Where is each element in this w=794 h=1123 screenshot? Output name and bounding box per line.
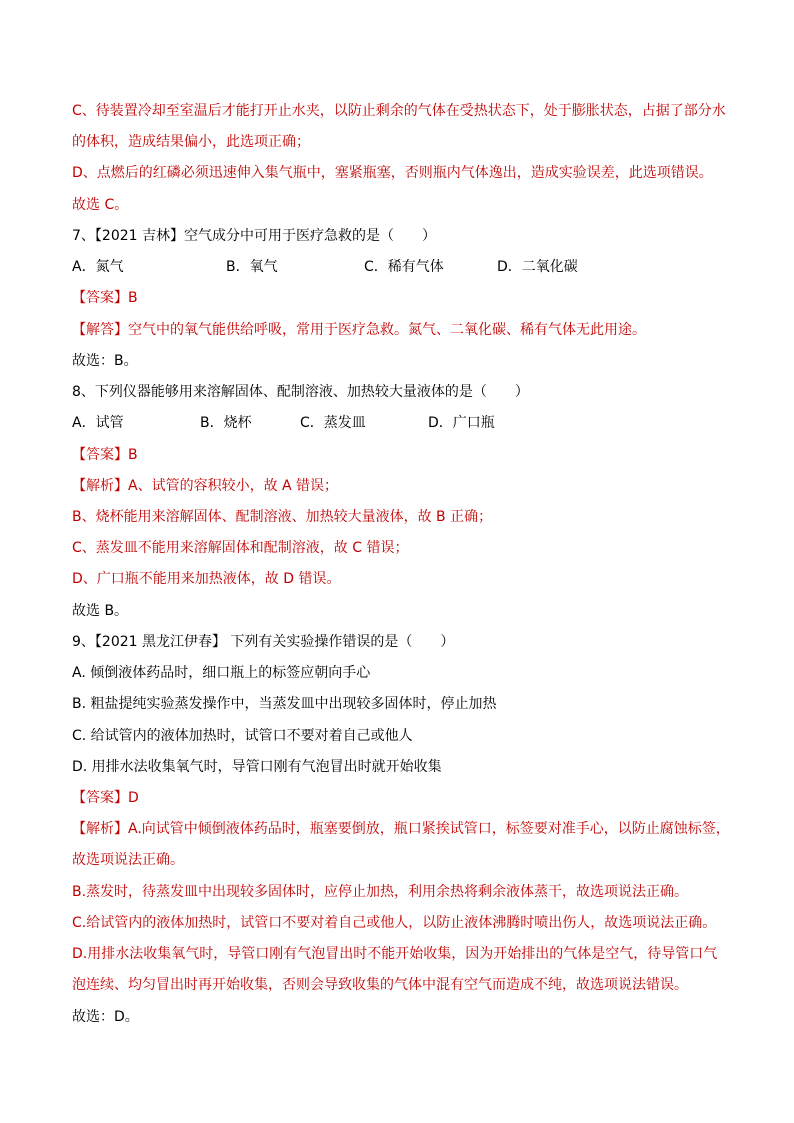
q9-explanation-d2: 泡连续、均匀冒出时再开始收集，否则会导致收集的气体中混有空气而造成不纯，故选项说法错误。 [72, 977, 688, 993]
q6-option-d: D、点燃后的红磷必须迅速伸入集气瓶中，塞紧瓶塞，否则瓶内气体逸出，造成实验误差，此选项错误。 [72, 165, 713, 181]
q9-stem: 9、【2021 黑龙江伊春】 下列有关实验操作错误的是（ ） [72, 634, 455, 650]
q9-option-d: D. 用排水法收集氧气时，导管口刚有气泡冒出时就开始收集 [72, 759, 442, 775]
q7-stem: 7、【2021 吉林】空气成分中可用于医疗急救的是（ ） [72, 228, 436, 244]
q7-option-a: A．氮气 [72, 259, 124, 275]
q9-explanation-c: C.给试管内的液体加热时，试管口不要对着自己或他人，以防止液体沸腾时喷出伤人，故选项说法正确。 [72, 915, 717, 931]
q9-answer-value: D [128, 790, 139, 806]
q7-explanation [72, 321, 646, 339]
q8-explain-text: A、试管的容积较小，故 A 错误； [128, 478, 339, 494]
q7-answer [72, 289, 138, 307]
q9-explain-a-text: A.向试管中倾倒液体药品时，瓶塞要倒放，瓶口紧挨试管口，标签要对准手心，以防止腐蚀标签， [128, 821, 730, 837]
q8-answer-value: B [128, 447, 138, 463]
q8-option-c: C．蒸发皿 [300, 415, 366, 431]
q7-explain-text: 空气中的氧气能供给呼吸，常用于医疗急救。氮气、二氧化碳、稀有气体无此用途。 [128, 322, 646, 338]
q8-pick: 故选 B。 [72, 603, 129, 619]
q8-explain-label: 【解析】 [72, 478, 128, 494]
q8-stem: 8、下列仪器能够用来溶解固体、配制溶液、加热较大量液体的是（ ） [72, 384, 529, 400]
q7-explain-label: 【解答】 [72, 322, 128, 338]
q9-answer [72, 789, 139, 807]
q8-answer [72, 446, 138, 464]
q8-options [72, 414, 722, 432]
q9-answer-label: 【答案】 [72, 790, 128, 806]
q9-explanation-a2: 故选项说法正确。 [72, 852, 184, 868]
q6-option-c-line2: 的体积，造成结果偏小，此选项正确； [72, 134, 310, 150]
q7-answer-value: B [128, 290, 138, 306]
q8-explain-c: C、蒸发皿不能用来溶解固体和配制溶液，故 C 错误； [72, 540, 409, 556]
q8-option-b: B．烧杯 [200, 415, 252, 431]
q8-option-a: A．试管 [72, 415, 124, 431]
q9-pick: 故选：D。 [72, 1009, 139, 1025]
q6-pick: 故选 C。 [72, 197, 129, 213]
q9-option-b: B. 粗盐提纯实验蒸发操作中，当蒸发皿中出现较多固体时，停止加热 [72, 696, 497, 712]
q8-explain-b: B、烧杯能用来溶解固体、配制溶液、加热较大量液体，故 B 正确； [72, 509, 493, 525]
q9-option-a: A. 倾倒液体药品时，细口瓶上的标签应朝向手心 [72, 665, 371, 681]
q9-explanation-a1 [72, 820, 730, 838]
q8-explanation [72, 477, 338, 495]
q9-option-c: C. 给试管内的液体加热时，试管口不要对着自己或他人 [72, 728, 413, 744]
q7-answer-label: 【答案】 [72, 290, 128, 306]
q8-answer-label: 【答案】 [72, 447, 128, 463]
q6-option-c-line1: C、待装置冷却至室温后才能打开止水夹，以防止剩余的气体在受热状态下，处于膨胀状态，占据了部分水 [72, 103, 726, 119]
q9-explain-label: 【解析】 [72, 821, 128, 837]
q9-explanation-b: B.蒸发时，待蒸发皿中出现较多固体时，应停止加热，利用余热将剩余液体蒸干，故选项说法正确。 [72, 884, 689, 900]
q7-options [72, 258, 722, 276]
q9-explanation-d1: D.用排水法收集氧气时，导管口刚有气泡冒出时不能开始收集，因为开始排出的气体是空气，待导管口气 [72, 946, 718, 962]
q8-option-d: D．广口瓶 [428, 415, 495, 431]
q7-option-b: B．氧气 [226, 259, 278, 275]
q7-option-c: C．稀有气体 [364, 259, 444, 275]
q7-pick: 故选：B。 [72, 353, 138, 369]
q7-option-d: D．二氧化碳 [497, 259, 578, 275]
q8-explain-d: D、广口瓶不能用来加热液体，故 D 错误。 [72, 571, 341, 587]
